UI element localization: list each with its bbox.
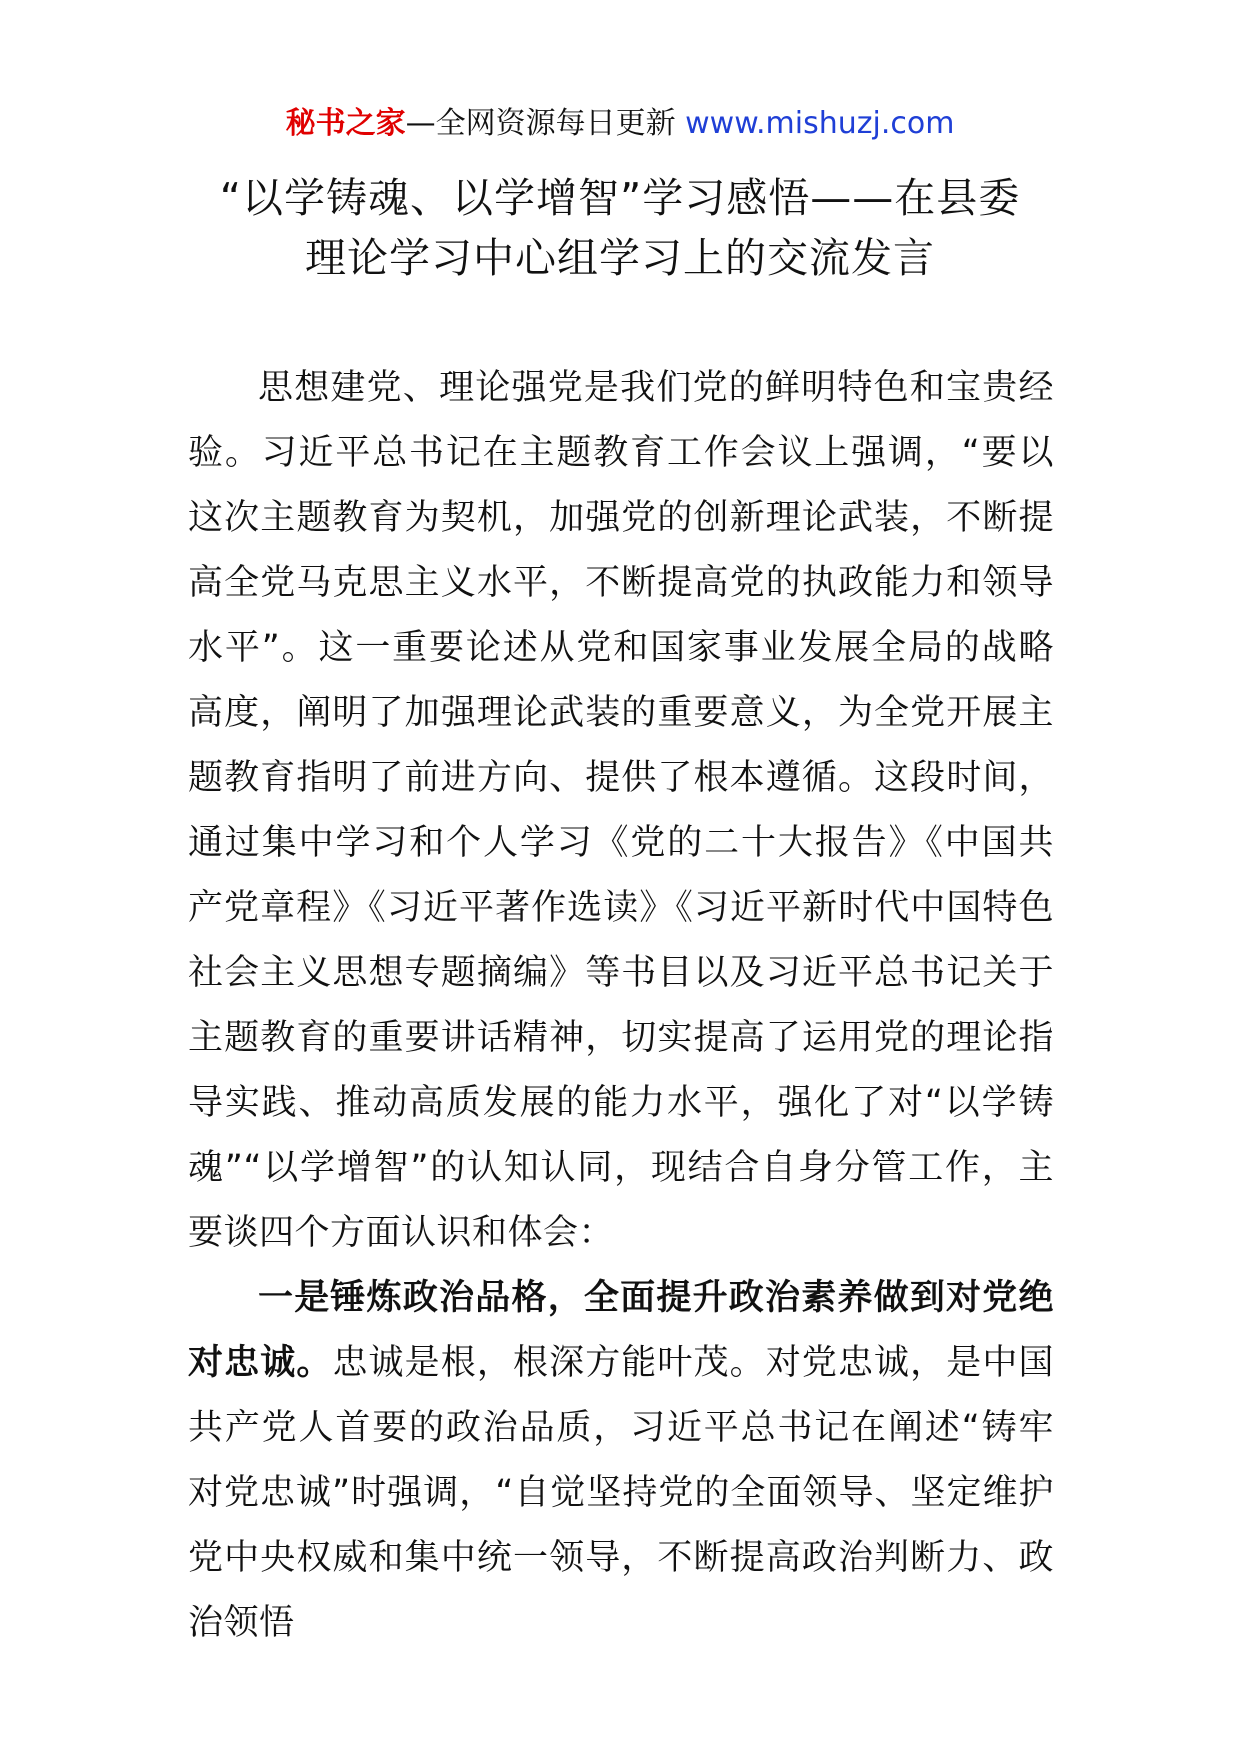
brand-name: 秘书之家 bbox=[285, 106, 406, 141]
site-url-link[interactable]: www.mishuzj.com bbox=[685, 106, 955, 141]
banner-tagline: —全网资源每日更新 bbox=[405, 106, 676, 141]
point-one-heading: 一是锤炼政治品格，全面提升政治素养做到对党绝对忠诚。 bbox=[188, 1278, 1054, 1383]
paragraph-intro: 思想建党、理论强党是我们党的鲜明特色和宝贵经验。习近平总书记在主题教育工作会议上强调，“要以这次主题教育为契机，加强党的创新理论武装，不断提高全党马克思主义水平，不断提高党的执政能力和领导水平”。这一重要论述从党和国家事业发展全局的战略高度，阐明了加强理论武装的重要意义，为全党开展主题教育指明了前进方向、提供了根本遵循。这段时间，通过集中学习和个人学习《党的二十大报告》《中国共产党章程》《习近平著作选读》《习近平新时代中国特色社会主义思想专题摘编》等书目以及习近平总书记关于主题教育的重要讲话精神，切实提高了运用党的理论指导实践、推动高质发展的能力水平，强化了对“以学铸魂”“以学增智”的认知认同，现结合自身分管工作，主要谈四个方面认识和体会： bbox=[188, 368, 1054, 1253]
title-line-1: “以学铸魂、以学增智”学习感悟——在县委 bbox=[219, 174, 1021, 222]
document-body bbox=[188, 356, 1054, 1656]
paragraph-point-one bbox=[188, 1266, 1054, 1656]
title-line-2: 理论学习中心组学习上的交流发言 bbox=[305, 234, 935, 282]
site-banner bbox=[0, 104, 1240, 144]
point-one-text: 忠诚是根，根深方能叶茂。对党忠诚，是中国共产党人首要的政治品质，习近平总书记在阐述“铸牢对党忠诚”时强调，“自觉坚持党的全面领导、坚定维护党中央权威和集中统一领导，不断提高政治判断力、政治领悟 bbox=[188, 1343, 1054, 1643]
document-title bbox=[150, 168, 1090, 288]
